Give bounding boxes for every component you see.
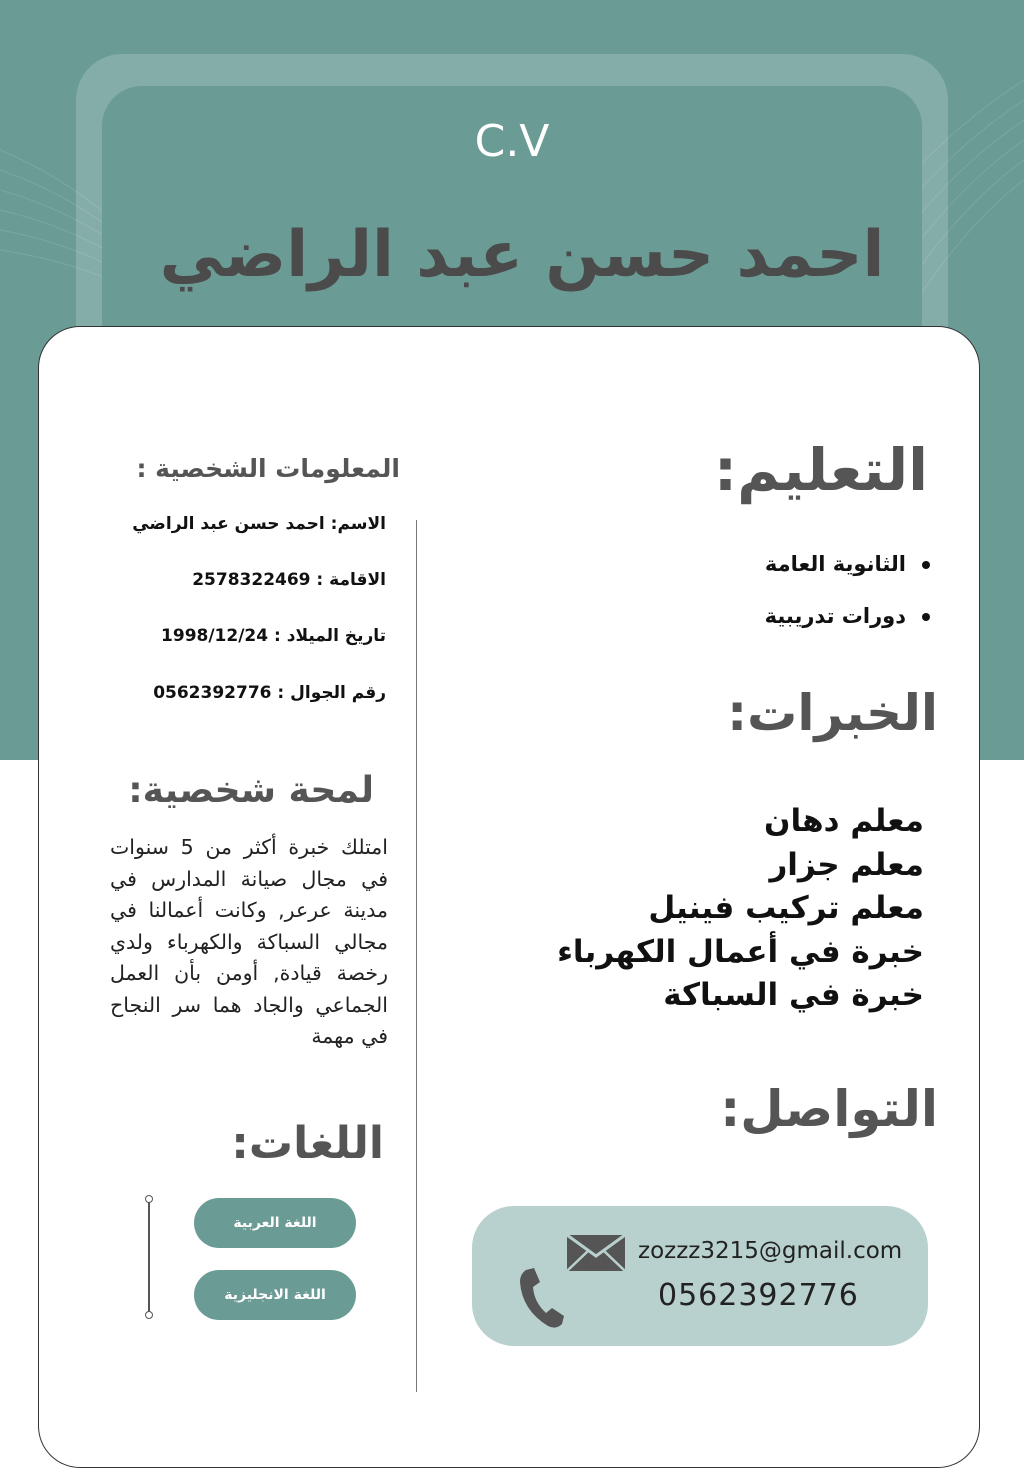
- page-title: احمد حسن عبد الراضي: [159, 218, 885, 292]
- contact-phone[interactable]: 0562392776: [658, 1278, 859, 1313]
- education-item: الثانوية العامة: [765, 548, 906, 600]
- experience-title: الخبرات:: [727, 684, 938, 742]
- education-list: [765, 548, 906, 652]
- phone-icon: [516, 1266, 566, 1330]
- contact-email[interactable]: zozzz3215@gmail.com: [638, 1238, 903, 1264]
- about-title: لمحة شخصية:: [128, 770, 374, 811]
- cv-label: C.V: [474, 116, 550, 167]
- contact-title: التواصل:: [720, 1080, 938, 1138]
- personal-mobile: رقم الجوال : 0562392776: [153, 683, 386, 703]
- education-item: دورات تدريبية: [765, 600, 906, 652]
- about-text: امتلك خبرة أكثر من 5 سنوات في مجال صيانة المدارس في مدينة عرعر, وكانت أعمالنا في مجالي السباكة والكهرباء ولدي رخصة قيادة, أومن بأن العمل الجماعي والجاد هما سر النجاح في مهمة: [110, 835, 388, 1048]
- experience-item: معلم دهان: [764, 803, 924, 839]
- experience-item: معلم تركيب فينيل: [648, 890, 924, 926]
- personal-info-title: المعلومات الشخصية :: [136, 454, 400, 483]
- personal-birthdate: تاريخ الميلاد : 1998/12/24: [161, 626, 386, 646]
- language-pill: اللغة العربية: [194, 1198, 356, 1248]
- experience-item: خبرة في أعمال الكهرباء: [557, 933, 924, 970]
- personal-name: الاسم: احمد حسن عبد الراضي: [132, 514, 386, 534]
- experience-list: [557, 800, 924, 1018]
- languages-line-dot: [145, 1195, 153, 1203]
- envelope-icon: [566, 1234, 626, 1272]
- languages-line: [148, 1198, 150, 1316]
- languages-title: اللغات:: [231, 1118, 384, 1169]
- personal-residence: الاقامة : 2578322469: [192, 570, 386, 590]
- experience-item: معلم جزار: [769, 846, 924, 883]
- education-title: التعليم:: [713, 436, 928, 504]
- column-divider: [416, 520, 417, 1392]
- language-pill: اللغة الانجليزية: [194, 1270, 356, 1320]
- languages-line-dot: [145, 1311, 153, 1319]
- experience-item: خبرة في السباكة: [663, 977, 924, 1013]
